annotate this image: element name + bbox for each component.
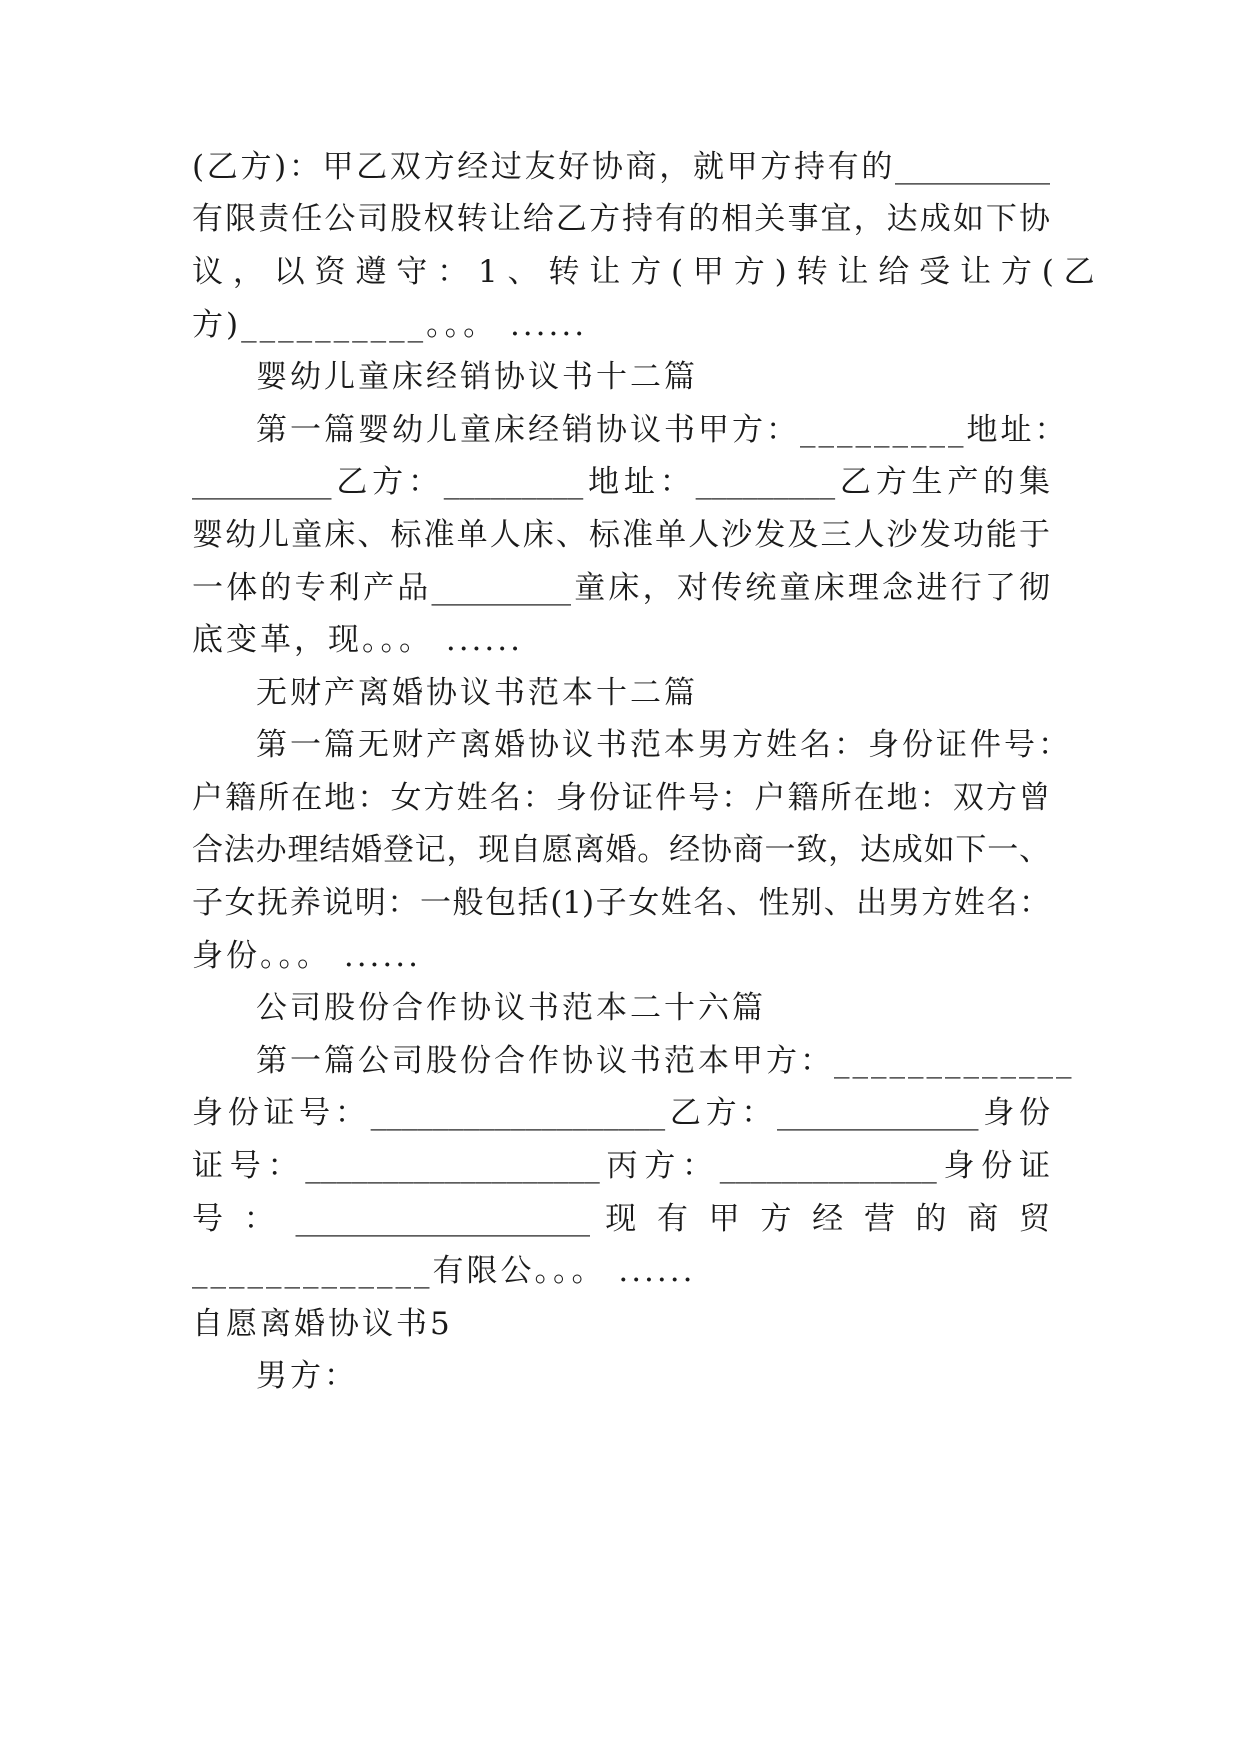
text-line: 身份证号：___________________乙方：_____________身份 [192,1095,1050,1131]
section-heading: 公司股份合作协议书范本二十六篇 [256,990,766,1026]
section-heading: 无财产离婚协议书范本十二篇 [256,675,698,711]
text-line: 议 ， 以 资 遵 守 ： 1 、 转 让 方 ( 甲 方 ) 转 让 给 受 让 方 ( 乙 [192,254,1095,290]
text-line: 底变革，现。。。 ...... [192,622,523,658]
text-line: 子女抚养说明：一般包括(1)子女姓名、性别、出男方姓名： [192,885,1050,921]
text-line: 合法办理结婚登记，现自愿离婚。经协商一致，达成如下一、 [192,832,1050,868]
text-line: _________乙方：_________地址：_________乙方生产的集 [192,464,1050,500]
text-line: 第一篇无财产离婚协议书范本男方姓名：身份证件号： [256,727,1072,763]
text-line: 第一篇婴幼儿童床经销协议书甲方：_________地址： [256,412,1069,448]
text-line: 有限责任公司股权转让给乙方持有的相关事宜，达成如下协 [192,201,1050,237]
section-heading: 婴幼儿童床经销协议书十二篇 [256,359,698,395]
text-line: _____________有限公。。。 ...... [192,1253,696,1289]
text-line: 证号：___________________丙方：______________身份证 [192,1148,1050,1184]
text-line: 身份。。。 ...... [192,938,421,974]
text-line: 方)__________。。。 ...... [192,307,588,343]
text-line: 号 ： ___________________ 现 有 甲 方 经 营 的 商 贸 [192,1201,1050,1237]
text-line: (乙方)：甲乙双方经过友好协商，就甲方持有的__________ [192,149,1050,185]
text-line: 户籍所在地：女方姓名：身份证件号：户籍所在地：双方曾 [192,780,1050,816]
text-line: 第一篇公司股份合作协议书范本甲方：_____________ [256,1043,1075,1079]
document-title: 自愿离婚协议书5 [192,1306,453,1342]
text-line: 一体的专利产品_________童床，对传统童床理念进行了彻 [192,570,1050,606]
text-line: 婴幼儿童床、标准单人床、标准单人沙发及三人沙发功能于 [192,517,1050,553]
text-line: 男方： [256,1358,358,1394]
